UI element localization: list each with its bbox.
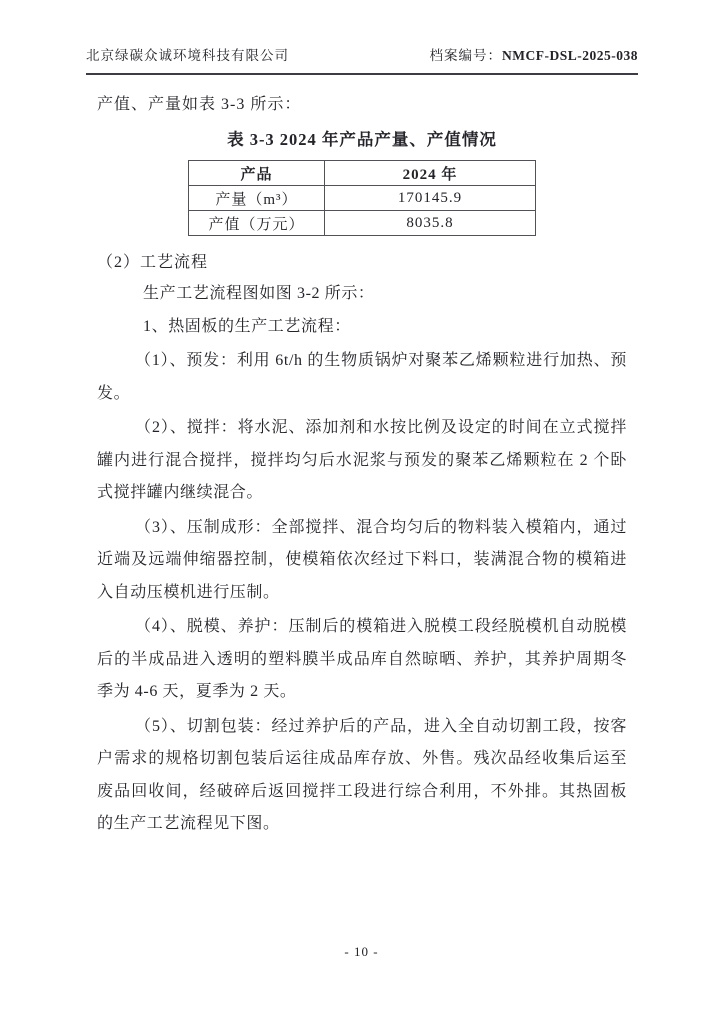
page-footer <box>0 944 723 960</box>
section-heading: （2）工艺流程 <box>97 254 209 271</box>
production-table <box>188 160 536 236</box>
table-header-row <box>189 161 536 186</box>
page-number: - 10 - <box>344 944 379 959</box>
process-intro-line: 1、热固板的生产工艺流程： <box>143 317 351 335</box>
row-label-output: 产量（m³） <box>189 186 325 211</box>
archive-label: 档案编号： <box>429 48 502 63</box>
process-section <box>97 248 627 841</box>
step-paragraph-4: （4）、脱模、养护：压制后的模箱进入脱模工段经脱模机自动脱模后的半成品进入透明的塑料膜半成品库自然晾晒、养护，其养护周期冬季为 4-6 天，夏季为 2 天。 <box>97 618 627 700</box>
table-row <box>189 211 536 236</box>
step-paragraph-1: （1）、预发：利用 6t/h 的生物质锅炉对聚苯乙烯颗粒进行加热、预发。 <box>97 352 627 402</box>
table-row <box>189 186 536 211</box>
step-paragraph-5: （5）、切割包装：经过养护后的产品，进入全自动切割工段，按客户需求的规格切割包装后运往成品库存放、外售。残次品经收集后运至废品回收间，经破碎后返回搅拌工段进行综合利用，不外排。其热固板的生产工艺流程见下图。 <box>97 717 627 832</box>
table-title: 表 3-3 2024 年产品产量、产值情况 <box>227 130 497 149</box>
page-header <box>86 44 638 75</box>
col-header-product: 产品 <box>189 161 325 186</box>
step-paragraph-3: （3）、压制成形：全部搅拌、混合均匀后的物料装入模箱内，通过近端及远端伸缩器控制，使模箱依次经过下料口，装满混合物的模箱进入自动压模机进行压制。 <box>97 518 627 601</box>
document-body <box>97 92 627 841</box>
flowchart-line: 生产工艺流程图如图 3-2 所示： <box>143 285 375 302</box>
step-paragraph-2: （2）、搅拌：将水泥、添加剂和水按比例及设定的时间在立式搅拌罐内进行混合搅拌，搅拌均匀后水泥浆与预发的聚苯乙烯颗粒在 2 个卧式搅拌罐内继续混合。 <box>97 419 627 501</box>
archive-number-field <box>430 44 639 64</box>
row-value-output: 170145.9 <box>324 186 535 211</box>
intro-line: 产值、产量如表 3-3 所示： <box>97 96 302 113</box>
col-header-year: 2024 年 <box>324 161 535 186</box>
row-label-value: 产值（万元） <box>189 211 325 236</box>
company-name: 北京绿碳众诚环境科技有限公司 <box>86 48 289 63</box>
row-value-value: 8035.8 <box>324 211 535 236</box>
archive-number: NMCF-DSL-2025-038 <box>502 48 638 63</box>
